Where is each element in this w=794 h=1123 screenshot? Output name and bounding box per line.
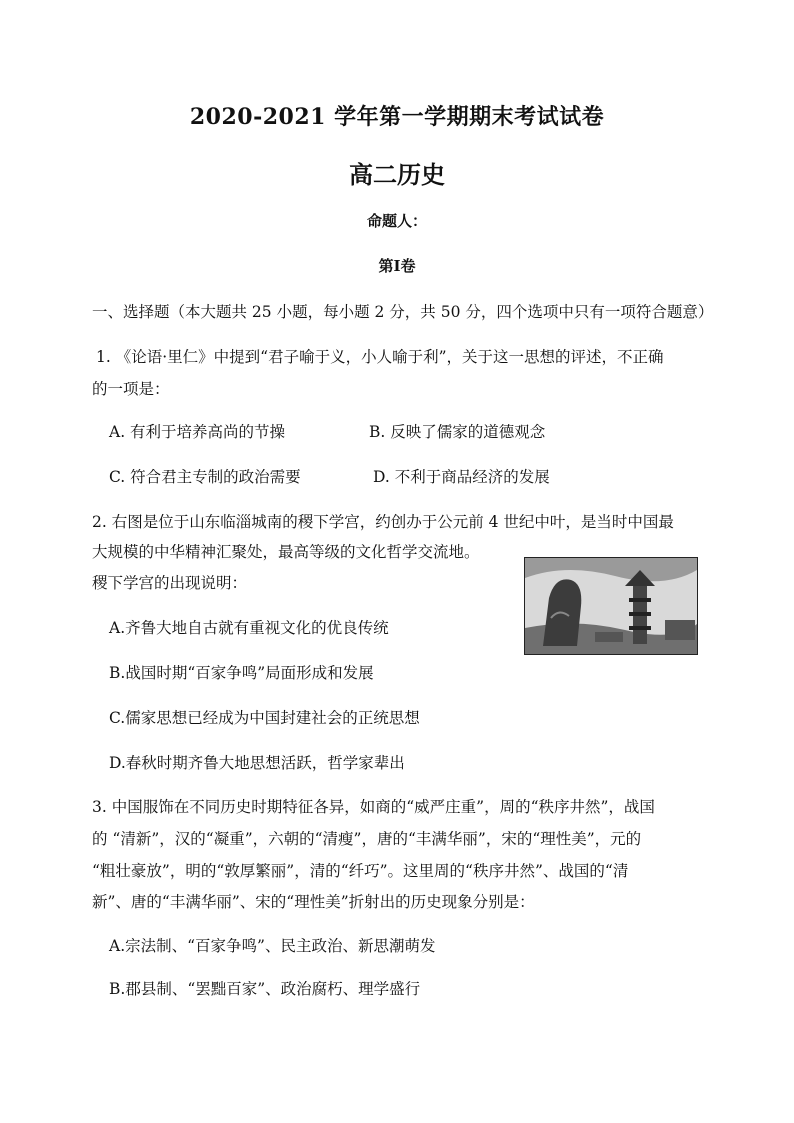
question-3-line-4: 新”、唐的“丰满华丽”、宋的“理性美”折射出的历史现象分别是： (92, 893, 535, 911)
jixia-academy-illustration (525, 558, 697, 654)
question-3-line-3: “粗壮豪放”，明的“敦厚繁丽”，清的“纤巧”。这里周的“秩序井然”、战国的“清 (92, 862, 629, 880)
page-title: 2020-2021 学年第一学期期末考试试卷 (189, 104, 605, 130)
question-3-line-1: 3. 中国服饰在不同历史时期特征各异，如商的“威严庄重”，周的“秩序井然”，战国 (92, 798, 655, 816)
question-2-line-3: 稷下学宫的出现说明： (92, 574, 248, 592)
question-1-option-b: B. 反映了儒家的道德观念 (369, 423, 546, 441)
question-3-option-b: B.郡县制、“罢黜百家”、政治腐朽、理学盛行 (109, 980, 421, 998)
question-1-option-a: A. 有利于培养高尚的节操 (109, 423, 286, 441)
question-3-line-2: 的 “清新”，汉的“凝重”，六朝的“清瘦”，唐的“丰满华丽”，宋的“理性美”，元的 (92, 830, 642, 848)
question-3-option-a: A.宗法制、“百家争鸣”、民主政治、新思潮萌发 (109, 937, 436, 955)
question-1-option-c: C. 符合君主专制的政治需要 (109, 468, 301, 486)
question-1-option-d: D. 不利于商品经济的发展 (373, 468, 550, 486)
section-heading: 一、选择题（本大题共 25 小题，每小题 2 分，共 50 分，四个选项中只有一项符合题意） (92, 303, 714, 321)
subject-title: 高二历史 (349, 160, 445, 189)
question-1-line-2: 的一项是： (92, 380, 170, 398)
author-label: 命题人： (366, 212, 427, 230)
volume-label: 第Ⅰ卷 (378, 257, 416, 275)
question-2-line-1: 2. 右图是位于山东临淄城南的稷下学宫，约创办于公元前 4 世纪中叶，是当时中国最 (92, 513, 674, 531)
question-2-option-c: C.儒家思想已经成为中国封建社会的正统思想 (109, 709, 420, 727)
question-2-line-2: 大规模的中华精神汇聚处，最高等级的文化哲学交流地。 (92, 543, 480, 561)
question-1-line-1: 1. 《论语·里仁》中提到“君子喻于义，小人喻于利”，关于这一思想的评述，不正确 (96, 348, 664, 366)
jixia-academy-photo (524, 557, 698, 655)
question-2-option-b: B.战国时期“百家争鸣”局面形成和发展 (109, 664, 374, 682)
question-2-option-d: D.春秋时期齐鲁大地思想活跃，哲学家辈出 (109, 754, 405, 772)
question-2-option-a: A.齐鲁大地自古就有重视文化的优良传统 (109, 619, 389, 637)
